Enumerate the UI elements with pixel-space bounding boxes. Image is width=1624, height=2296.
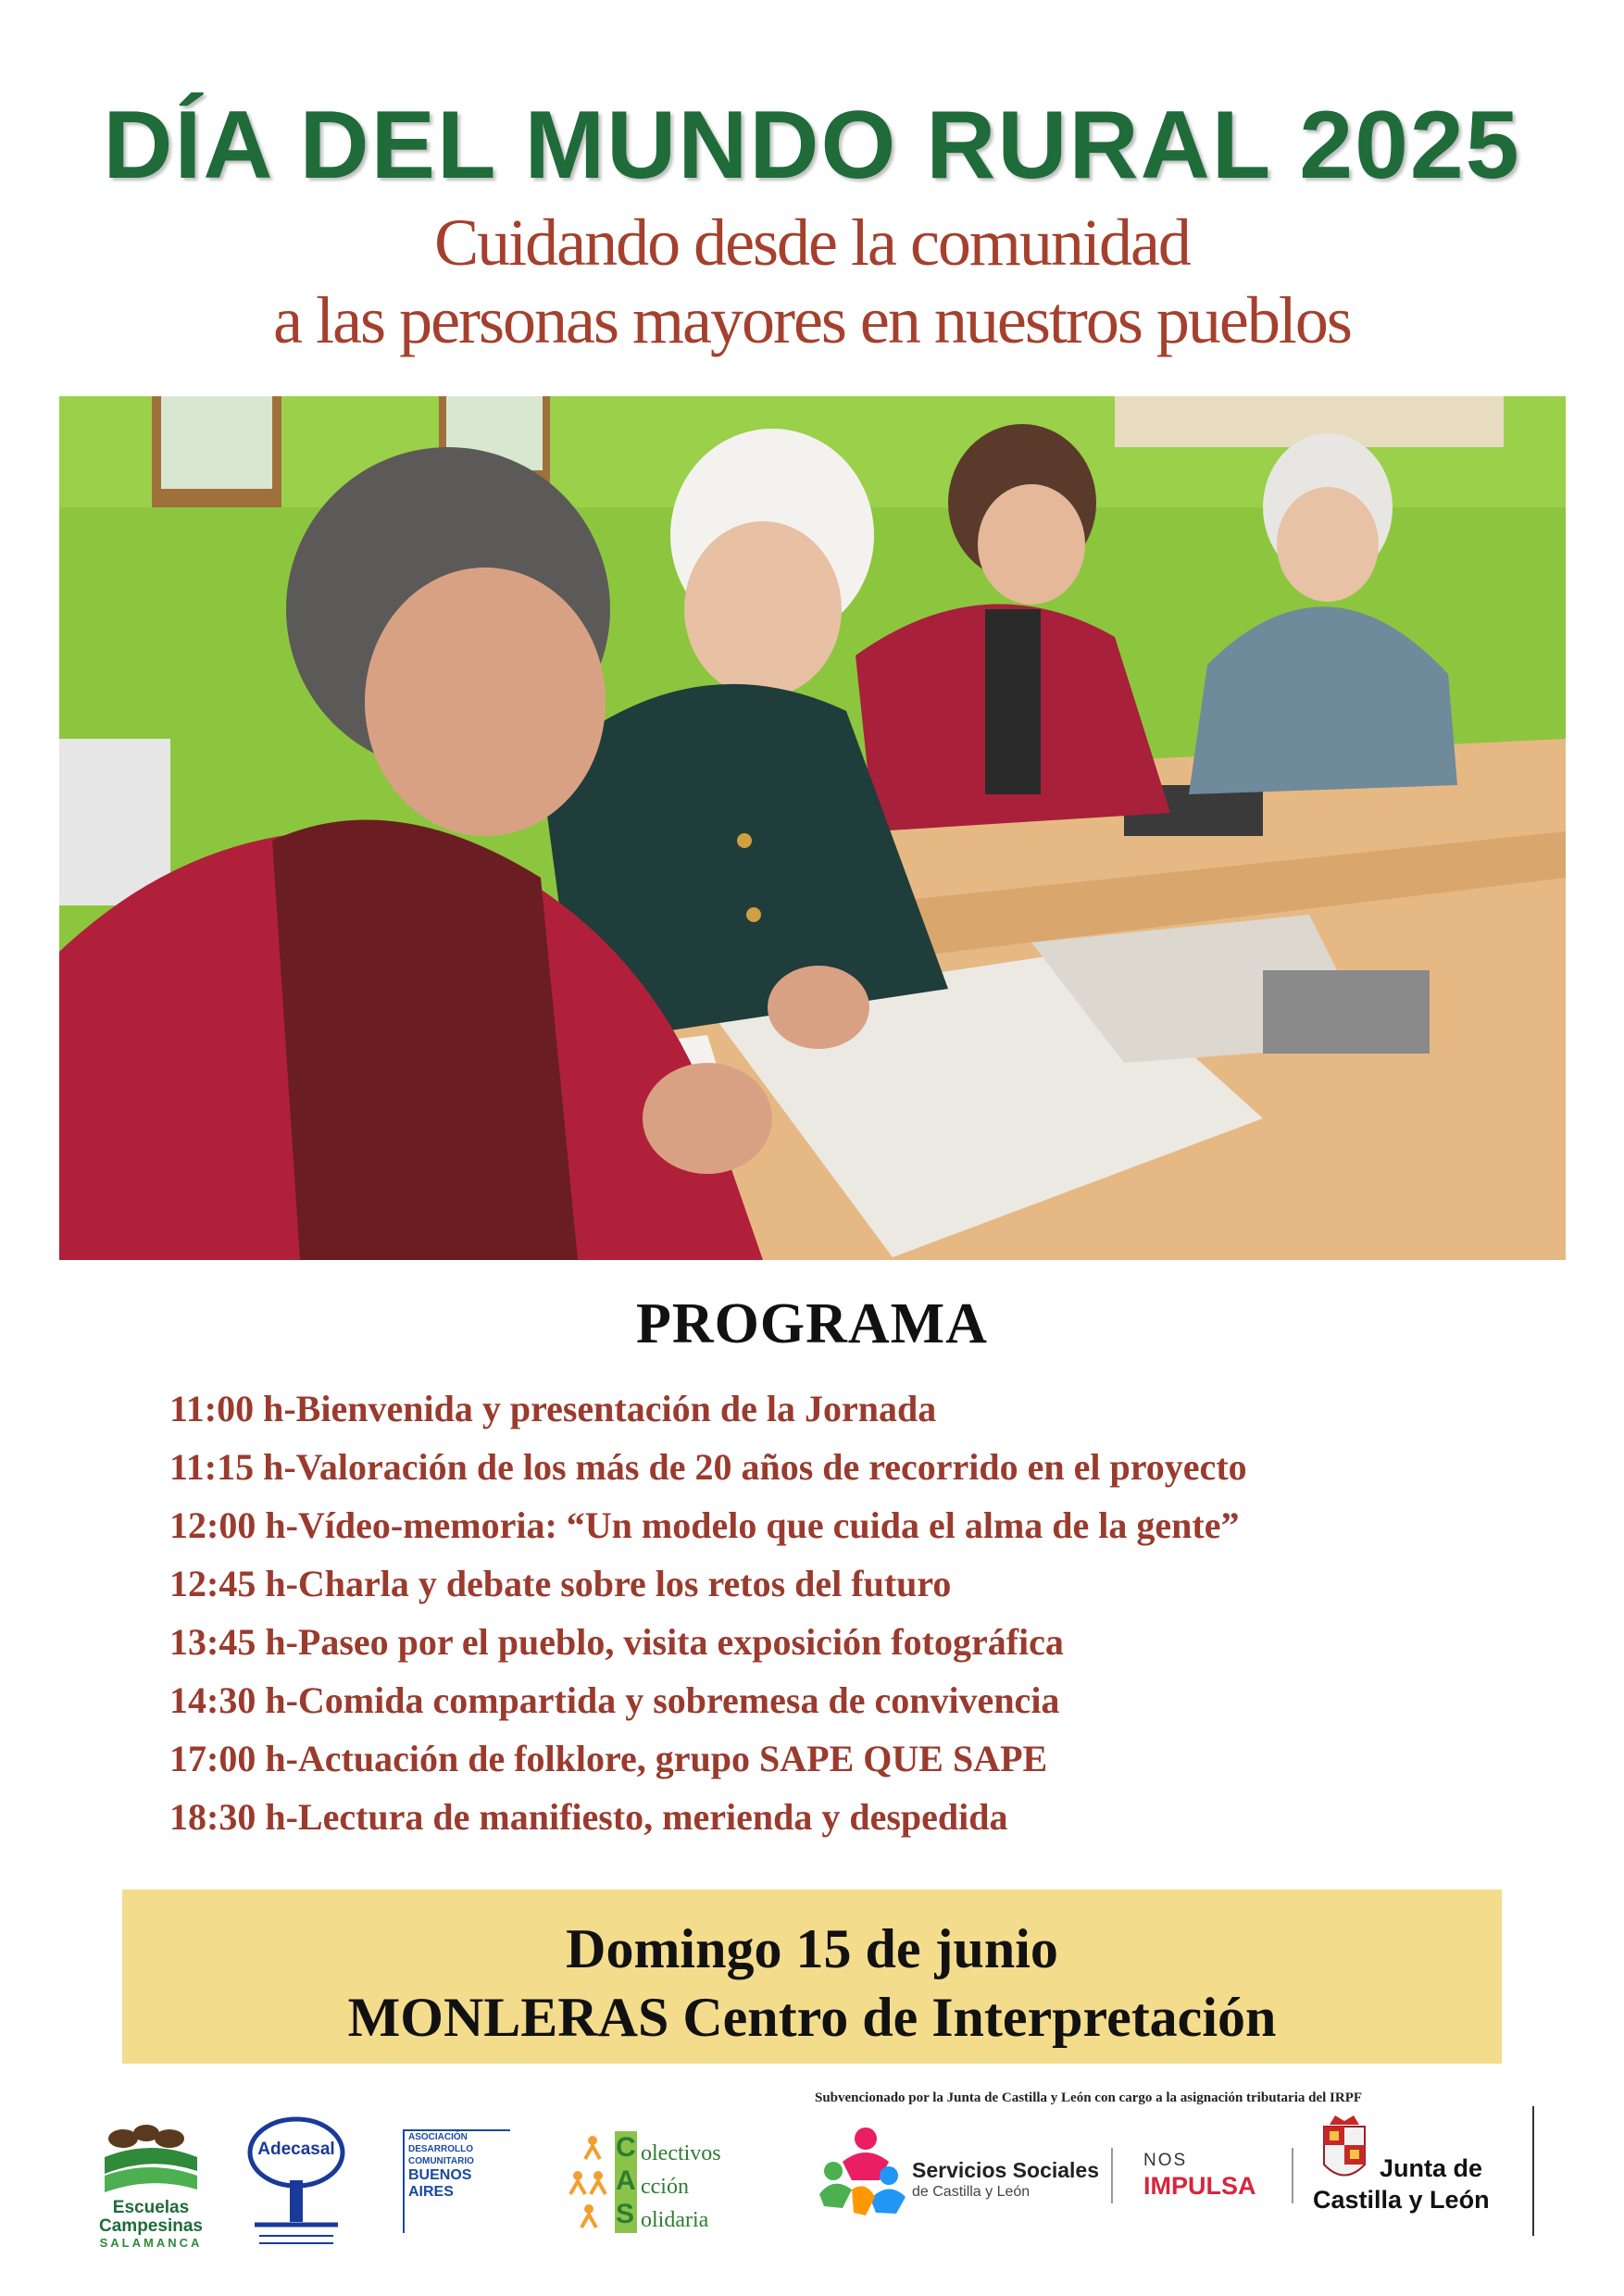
nos-label: NOS [1143,2151,1188,2170]
program-item: 13:45 h-Paseo por el pueblo, visita exposición fotográfica [169,1621,1064,1663]
cas-letter-s: S [616,2199,635,2229]
ba-line-5: AIRES [408,2184,454,2200]
ba-line-2: DESARROLLO [408,2144,473,2154]
cas-letter-c: C [616,2132,636,2163]
program-item: 11:00 h-Bienvenida y presentación de la Jornada [169,1388,937,1429]
event-place: MONLERAS Centro de Interpretación [347,1987,1277,2048]
adecasal-emblem-icon [245,2115,347,2254]
people-figures-icon [565,2131,611,2233]
program-list [169,1379,1558,1846]
nos-impulsa-logo [1143,2150,1282,2205]
program-item: 12:00 h-Vídeo-memoria: “Un modelo que cuida el alma de la gente” [169,1504,1240,1546]
cas-word-2: cción [641,2175,689,2199]
program-item: 11:15 h-Valoración de los más de 20 años de recorrido en el proyecto [169,1446,1247,1488]
event-date-box [122,1890,1502,2064]
junta-line-2: Castilla y León [1313,2186,1490,2214]
subtitle-line-2: a las personas mayores en nuestros pueblos [273,283,1351,357]
coat-of-arms-icon [1317,2114,1372,2188]
servicios-sociales-logo [815,2125,1100,2227]
divider [1532,2106,1534,2236]
ss-title: Servicios Sociales [912,2158,1100,2182]
adecasal-logo [245,2115,347,2259]
ba-line-1: ASOCIACIÓN [408,2132,468,2142]
ba-line-3: COMUNITARIO [408,2156,474,2166]
subsidy-note: Subvencionado por la Junta de Castilla y León con cargo a la asignación tributaria del IRPF [815,2090,1363,2105]
escuelas-campesinas-logo [81,2120,220,2268]
junta-logo [1305,2114,1546,2243]
program-heading: PROGRAMA [636,1292,988,1355]
cas-letter-a: A [616,2165,636,2196]
escuelas-line-1: Escuelas [112,2198,190,2217]
cas-word-1: olectivos [641,2141,721,2165]
people-puzzle-icon [815,2125,907,2217]
tree-field-icon [95,2120,206,2194]
ss-subtitle: de Castilla y León [912,2184,1031,2200]
program-item: 17:00 h-Actuación de folklore, grupo SAPE QUE SAPE [169,1738,1048,1779]
event-date: Domingo 15 de junio [566,1918,1058,1979]
cas-word-3: olidaria [641,2208,709,2232]
adecasal-label: Adecasal [257,2140,335,2159]
program-item: 12:45 h-Charla y debate sobre los retos del futuro [169,1563,952,1604]
escuelas-line-3: SALAMANCA [99,2236,203,2250]
program-item: 14:30 h-Comida compartida y sobremesa de convivencia [169,1679,1060,1721]
cas-logo [565,2131,768,2233]
divider [1292,2148,1293,2203]
impulsa-label: IMPULSA [1143,2172,1256,2200]
escuelas-line-2: Campesinas [99,2216,203,2236]
subtitle-line-1: Cuidando desde la comunidad [434,206,1190,280]
subtitle [0,204,1624,359]
ba-line-4: BUENOS [408,2167,472,2183]
page-title: DÍA DEL MUNDO RURAL 2025 [103,92,1521,199]
program-item: 18:30 h-Lectura de manifiesto, merienda y despedida [169,1796,1008,1838]
elderly-women-crafting-illustration [59,396,1566,1260]
divider [1111,2148,1113,2203]
buenos-aires-logo [403,2129,510,2233]
event-photo [59,396,1566,1260]
junta-line-1: Junta de [1380,2154,1483,2182]
